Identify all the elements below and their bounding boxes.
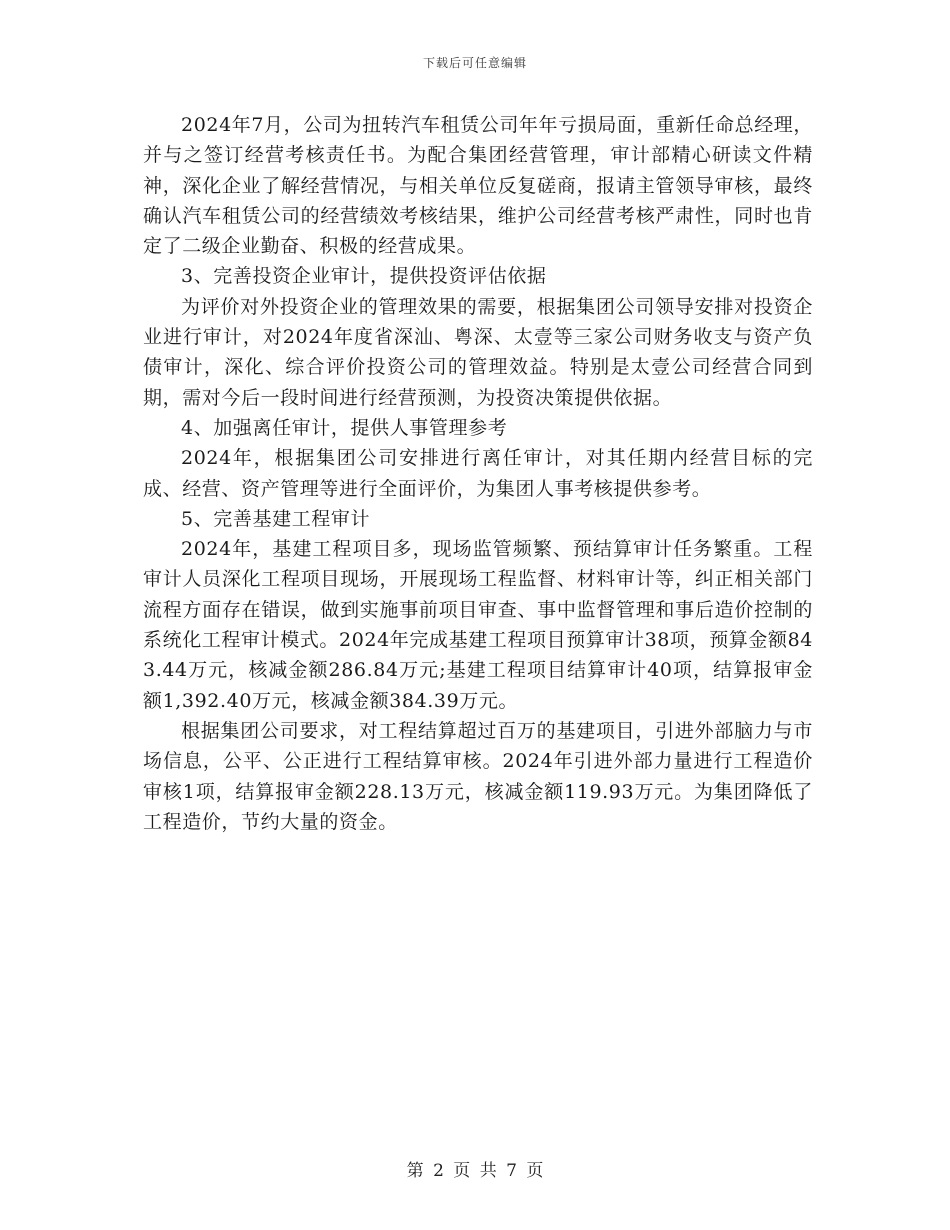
paragraph-departure-audit: 2024年，根据集团公司安排进行离任审计，对其任期内经营目标的完成、经营、资产管理等进行全面评价，为集团人事考核提供参考。	[143, 447, 813, 500]
page-number: 第 2 页 共 7 页	[406, 1161, 544, 1181]
section-heading-departure-audit: 4、加强离任审计，提供人事管理参考	[181, 416, 508, 439]
section-heading-construction-audit: 5、完善基建工程审计	[181, 507, 371, 530]
paragraph-investment-audit: 为评价对外投资企业的管理效果的需要，根据集团公司领导安排对投资企业进行审计，对2024年度省深汕、粤深、太壹等三家公司财务收支与资产负债审计，深化、综合评价投资公司的管理效益。特别是太壹公司经营合同到期，需对今后一段时间进行经营预测，为投资决策提供依据。	[143, 295, 813, 409]
paragraph-construction-audit: 2024年，基建工程项目多，现场监管频繁、预结算审计任务繁重。工程审计人员深化工程项目现场，开展现场工程监督、材料审计等，纠正相关部门流程方面存在错误，做到实施事前项目审查、事中监督管理和事后造价控制的系统化工程审计模式。2024年完成基建工程项目预算审计38项，预算金额843.44万元，核减金额286.84万元;基建工程项目结算审计40项，结算报审金额1,392.40万元，核减金额384.39万元。	[143, 538, 813, 712]
paragraph-external-review: 根据集团公司要求，对工程结算超过百万的基建项目，引进外部脑力与市场信息，公平、公正进行工程结算审核。2024年引进外部力量进行工程造价审核1项，结算报审金额228.13万元，核减金额119.93万元。为集团降低了工程造价，节约大量的资金。	[143, 719, 813, 833]
section-heading-investment-audit: 3、完善投资企业审计，提供投资评估依据	[181, 265, 547, 288]
document-body	[143, 110, 813, 837]
page-header: 下载后可任意编辑	[422, 56, 527, 70]
paragraph-car-rental-assessment: 2024年7月，公司为扭转汽车租赁公司年年亏损局面，重新任命总经理，并与之签订经营考核责任书。为配合集团经营管理，审计部精心研读文件精神，深化企业了解经营情况，与相关单位反复磋商，报请主管领导审核，最终确认汽车租赁公司的经营绩效考核结果，维护公司经营考核严肃性，同时也肯定了二级企业勤奋、积极的经营成果。	[143, 114, 813, 258]
